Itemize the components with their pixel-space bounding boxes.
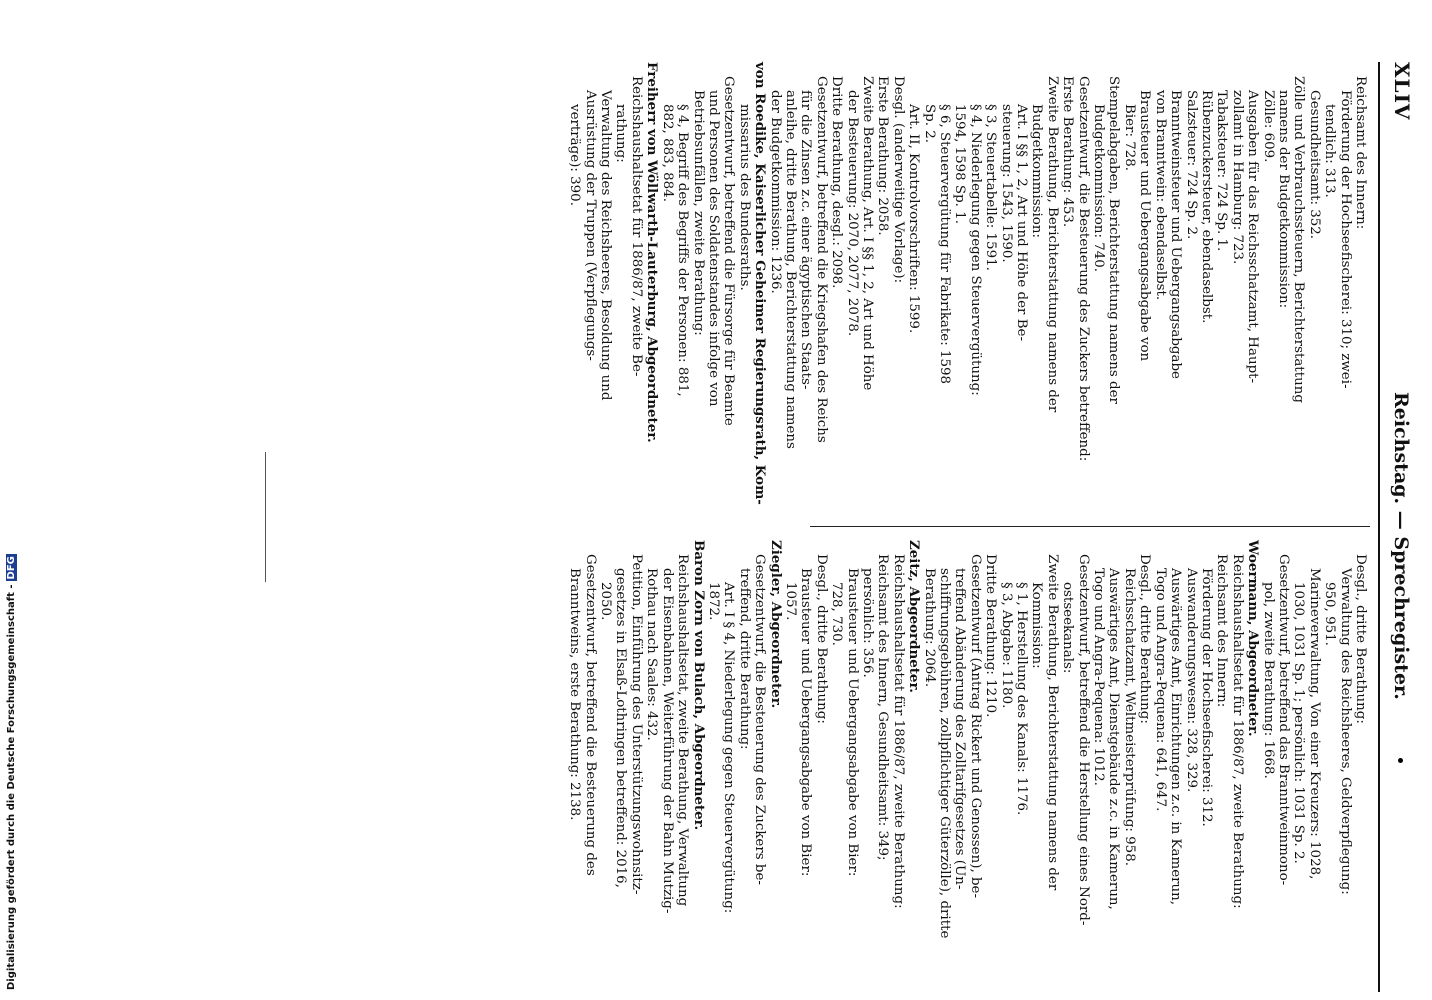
right-column-line: Dritte Berathung: 1210. — [983, 554, 999, 718]
left-column-line: rathung: — [613, 104, 629, 163]
right-column-line: Reichsamt des Innern: — [1214, 554, 1230, 708]
right-column-line: Förderung der Hochseefischerei: 312. — [1198, 568, 1214, 827]
right-column-line: schiffrungsgebühren, zollpflichtiger Güterzölle), dritte — [937, 568, 953, 939]
left-column-line: Gesetzentwurf, betreffend die Fürsorge für Beamte — [721, 76, 737, 426]
right-column-line: Berathung: 2064. — [921, 568, 937, 688]
left-column-line: tendlich: 313. — [1322, 104, 1338, 198]
right-column-line: Art. I § 4, Niederlegung gegen Steuervergütung: — [721, 582, 737, 914]
right-column-line: Togo und Angra-Pequena: 1012. — [1091, 568, 1107, 786]
right-column-line: Marineverwaltung, Von einer Kreuzers: 1028, — [1306, 568, 1322, 880]
right-column-line: Reichshaushaltsetat, zweite Berathung, Verwaltung — [675, 554, 691, 907]
right-column-line: Brausteuer und Uebergangsabgabe von Bier: — [798, 568, 814, 877]
right-column-line: Zeitz, Abgeordneter. — [906, 540, 923, 693]
right-column-line: § 1, Herstellung des Kanals: 1176. — [1014, 582, 1030, 816]
page-number: XLIV — [1390, 62, 1414, 121]
rotated-page-content — [340, 62, 1420, 992]
left-column-line: Zölle und Verbrauchssteuern, Berichterstattung — [1291, 76, 1307, 403]
left-column-line: Reichshaushaltsetat für 1886/87, zweite Be- — [628, 76, 644, 377]
left-column-line: Dritte Berathung, desgl.: 2098. — [829, 76, 845, 289]
left-column-line: der Budgetkommission: 1236. — [767, 90, 783, 294]
page-header — [1378, 62, 1420, 992]
left-column-line: 1594, 1598 Sp. 1. — [952, 104, 968, 224]
right-column-line: Desgl., dritte Berathung: — [1353, 554, 1368, 724]
left-column-line: § 4, Niederlegung gegen Steuervergütung: — [967, 104, 983, 396]
credit-text: Digitalisierung gefördert durch die Deutsche Forschungsgemeinschaft - — [6, 584, 17, 990]
right-column-line: § 3, Abgabe: 1180. — [998, 582, 1014, 709]
left-column-line: Rübenzuckersteuer, ebendaselbst. — [1198, 90, 1214, 324]
right-column-line: Reichshaushaltsetat für 1886/87, zweite Berathung: — [890, 554, 906, 909]
right-column-line: Gesetzentwurf, die Besteuerung des Zuckers be- — [752, 554, 768, 885]
right-column-line: Reichsschatzamt, Weltmeisterprüfung: 958. — [1121, 568, 1137, 866]
left-column-line: Gesundheitsamt: 352. — [1306, 90, 1322, 240]
right-column-line: 2050. — [598, 582, 614, 621]
left-column-line: § 6, Steuervergütung für Fabrikate: 1598 — [937, 104, 953, 385]
left-column-line: Bier: 728. — [1121, 104, 1137, 172]
left-column-line: Freiherr von Wöllwarth-Lauterburg, Abgeordneter. — [644, 62, 661, 443]
right-column-line: Desgl., dritte Berathung: — [813, 554, 829, 724]
right-column-line: Togo und Angra-Pequena: 641, 647. — [1152, 568, 1168, 812]
right-column-line: 950, 951. — [1322, 582, 1338, 646]
right-column-line: ostseekanals: — [1060, 582, 1076, 674]
left-column-line: Budgetkommission: 740. — [1091, 104, 1107, 273]
right-column-line: persönlich: 356. — [860, 568, 875, 678]
left-column-line: der Besteuerung: 2070, 2077, 2078. — [844, 90, 860, 337]
right-column-line: Reichshaushaltsetat für 1886/87, zweite Berathung: — [1229, 554, 1245, 909]
left-column-line: Förderung der Hochseefischerei: 310; zwei- — [1337, 90, 1353, 389]
left-column-line: 882, 883, 884. — [659, 104, 675, 202]
left-column-line: Salzsteuer: 724 Sp. 2. — [1183, 90, 1199, 240]
left-column-line: Zölle: 609. — [1260, 90, 1276, 163]
right-column-line: gesetzes in Elsaß-Lothringen betreffend: 2016, — [613, 568, 629, 888]
left-column-line: Betriebsunfällen, zweite Berathung: — [690, 90, 706, 336]
right-column-line: treffend, dritte Berathung: — [736, 568, 752, 750]
left-column-line: für die Zinsen z.c. einer ägyptischen Staats- — [798, 90, 814, 390]
left-column-line: Desgl. (anderweitige Vorlage): — [890, 76, 906, 284]
right-column — [567, 540, 1368, 992]
left-column-line: zollamt in Hamburg: 723. — [1229, 90, 1245, 265]
left-column-line: Zweite Berathung, Art. I §§ 1, 2, Art und Höhe — [860, 76, 875, 391]
right-column-line: Ziegler, Abgeordneter. — [767, 540, 784, 709]
right-column-line: Reichsamt des Innern, Gesundheitsamt: 349; — [875, 554, 891, 861]
right-column-line: Kommission: — [1029, 582, 1045, 669]
right-column-line: Baron Zorn von Bulach, Abgeordneter. — [690, 540, 707, 831]
dfg-logo: DFG — [6, 556, 17, 580]
scan-dot — [1398, 758, 1403, 763]
right-column-line: Rothau nach Saales: 432. — [644, 568, 660, 741]
left-column-line: Budgetkommission: — [1029, 104, 1045, 238]
column-divider — [810, 526, 1370, 527]
right-column-line: Gesetzentwurf, betreffend die Herstellung eines Nord- — [1075, 554, 1091, 926]
right-column-line: Auswärtiges Amt, Einrichtungen z.c. in Kamerun, — [1168, 568, 1184, 906]
right-column-line: Verwaltung des Reichsheeres, Geldverpflegung: — [1337, 568, 1353, 895]
left-column-line: Ausrüstung der Truppen (Verpflegungs- — [582, 90, 598, 361]
left-column-line: Art. II, Kontrolvorschriften: 1599. — [906, 104, 922, 334]
left-column-line: Gesetzentwurf, die Besteuerung des Zuckers betreffend: — [1075, 76, 1091, 462]
left-column-line: Erste Berathung: 453. — [1060, 76, 1076, 228]
left-column-line: Stempelabgaben, Berichterstattung namens der — [1106, 76, 1122, 404]
right-column-line: 728, 730. — [829, 582, 845, 646]
left-column-line: Reichsamt des Innern: — [1353, 76, 1368, 230]
right-column-line: Gesetzentwurf (Antrag Rickert und Genossen), be- — [967, 554, 983, 898]
left-column-line: Tabaksteuer: 724 Sp. 1. — [1214, 90, 1230, 252]
left-column-line: von Roedike, Kaiserlicher Geheimer Regierungsrath, Kom- — [752, 62, 769, 505]
left-column-line: Zweite Berathung, Berichterstattung namens der — [1044, 76, 1060, 413]
left-column-line: Erste Berathung: 2058. — [875, 76, 891, 236]
left-column-line: Branntweinsteuer und Uebergangsabgabe — [1168, 90, 1184, 379]
left-column-line: § 3, Steuertabelle: 1591. — [983, 104, 999, 271]
right-column-line: Petition, Einführung des Unterstützungswohnsitz- — [628, 554, 644, 895]
left-column-line: Gesetzentwurf, betreffend die Kriegshafen des Reichs — [813, 76, 829, 443]
left-column-line: steuerung: 1543, 1590. — [998, 104, 1014, 263]
scan-mark — [265, 452, 266, 582]
right-column-line: Gesetzentwurf, betreffend die Besteuerung des — [582, 554, 598, 876]
left-column-line: missarius des Bundesraths. — [736, 104, 752, 291]
right-column-line: Desgl., dritte Berathung: — [1137, 554, 1153, 724]
right-column-line: 1057. — [782, 582, 798, 621]
right-column-line: Branntweins, erste Berathung: 2138. — [567, 568, 583, 821]
right-column-line: 1872. — [705, 582, 721, 621]
right-column-line: der Eisenbahnen, Weiterführung der Bahn Mutzig- — [659, 568, 675, 914]
page-title: Reichstag. — Sprechregister. — [1390, 392, 1412, 700]
left-column-line: Verwaltung des Reichsheeres, Besoldung und — [598, 90, 614, 401]
right-column-line: Gesetzentwurf, betreffend das Branntweinmono- — [1275, 554, 1291, 886]
left-column-line: Sp. 2. — [921, 104, 937, 144]
left-column-line: Ausgaben für das Reichsschatzamt, Haupt- — [1245, 90, 1261, 384]
left-column-line: und Personen des Soldatenstandes infolge von — [705, 90, 721, 407]
right-column-line: Auswanderungswesen: 328, 329. — [1183, 568, 1199, 793]
right-column-line: Auswärtiges Amt, Dienstgebäude z.c. in Kamerun, — [1106, 568, 1122, 910]
right-column-line: 1030, 1031 Sp. 1; persönlich: 1031 Sp. 2. — [1291, 582, 1307, 864]
right-column-line: treffend Abänderung des Zolltarifgesetzes (Un- — [952, 568, 968, 890]
left-column-line: von Branntwein: ebendaselbst. — [1152, 90, 1168, 301]
left-column-line: verträge): 390. — [567, 104, 583, 206]
left-column-line: anleihe, dritte Berathung, Berichterstattung namens — [782, 90, 798, 449]
right-column-line: Zweite Berathung, Berichterstattung namens der — [1044, 554, 1060, 891]
left-column-line: § 4, Begriff des Begriffs der Personen: 881, — [675, 104, 691, 397]
left-column-line: Brausteuer und Uebergangsabgabe von — [1137, 90, 1153, 362]
right-column-line: pol, zweite Berathung: 1668. — [1260, 582, 1276, 779]
left-column — [567, 62, 1368, 514]
digitization-credit — [6, 554, 17, 990]
left-column-line: namens der Budgetkommission: — [1275, 90, 1291, 309]
right-column-line: Brausteuer und Uebergangsabgabe von Bier: — [844, 568, 860, 877]
left-column-line: Art. I §§ 1, 2, Art und Höhe der Be- — [1014, 104, 1030, 341]
right-column-line: Woermann, Abgeordneter. — [1245, 540, 1262, 737]
